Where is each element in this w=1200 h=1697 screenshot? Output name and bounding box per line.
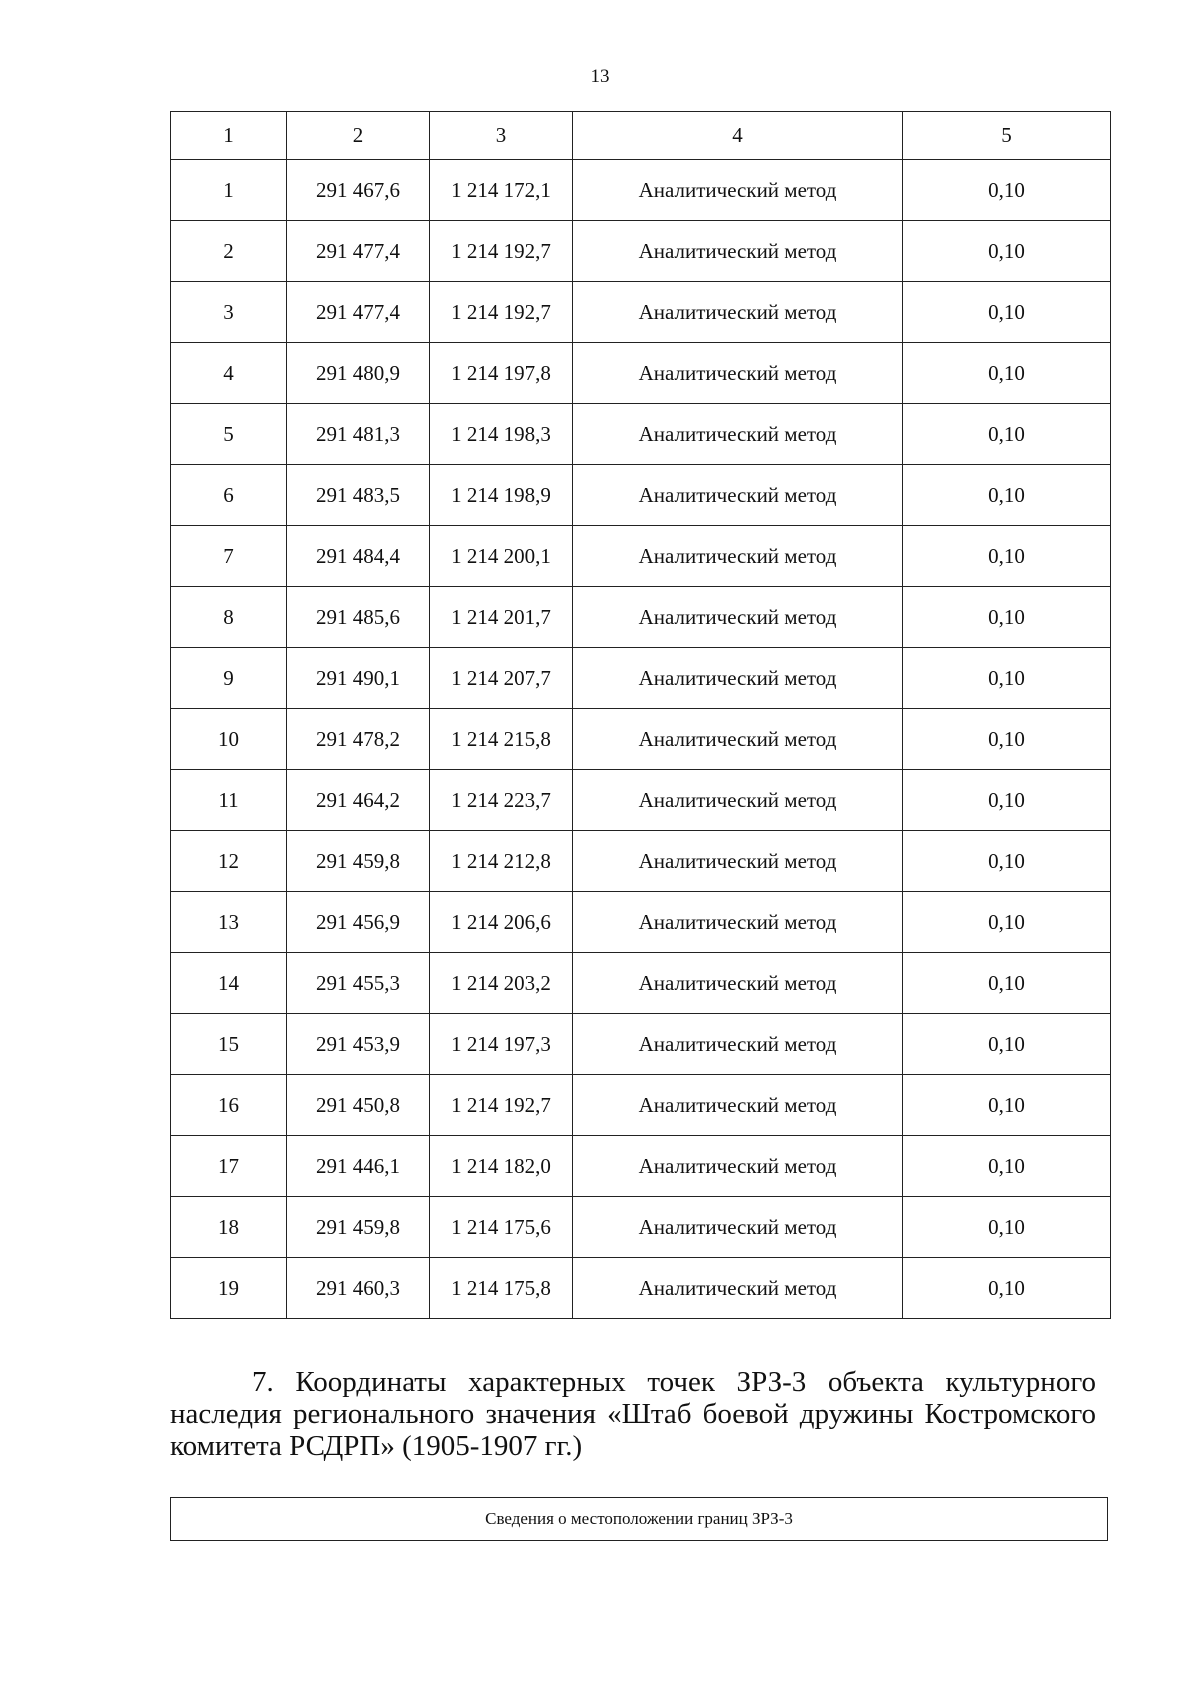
table-row <box>171 953 1111 1014</box>
table-cell: 5 <box>171 404 287 465</box>
table-cell: 1 214 198,9 <box>430 465 573 526</box>
table-cell: 4 <box>171 343 287 404</box>
table-cell: 1 214 198,3 <box>430 404 573 465</box>
table-cell: 1 214 200,1 <box>430 526 573 587</box>
table-cell: 8 <box>171 587 287 648</box>
table-cell: 291 446,1 <box>287 1136 430 1197</box>
table-header-row <box>171 112 1111 160</box>
table-cell: 291 450,8 <box>287 1075 430 1136</box>
table-cell: Аналитический метод <box>573 404 903 465</box>
table-cell: Аналитический метод <box>573 648 903 709</box>
table-row <box>171 770 1111 831</box>
table-cell: 291 485,6 <box>287 587 430 648</box>
table-cell: 1 214 192,7 <box>430 282 573 343</box>
table-cell: 16 <box>171 1075 287 1136</box>
table-row <box>171 1197 1111 1258</box>
table-cell: 1 214 182,0 <box>430 1136 573 1197</box>
table-cell: 1 214 207,7 <box>430 648 573 709</box>
table-cell: Аналитический метод <box>573 526 903 587</box>
table-cell: 0,10 <box>903 709 1111 770</box>
table-cell: Аналитический метод <box>573 587 903 648</box>
coordinates-table <box>170 111 1111 1319</box>
table-row <box>171 1136 1111 1197</box>
table-cell: 1 214 172,1 <box>430 160 573 221</box>
table-cell: Аналитический метод <box>573 1014 903 1075</box>
table-cell: 10 <box>171 709 287 770</box>
paragraph-line: комитета РСДРП» (1905-1907 гг.) <box>170 1430 583 1462</box>
table-cell: 291 483,5 <box>287 465 430 526</box>
table-cell: Аналитический метод <box>573 892 903 953</box>
table-cell: 291 480,9 <box>287 343 430 404</box>
table-cell: 1 214 192,7 <box>430 1075 573 1136</box>
table-cell: 0,10 <box>903 526 1111 587</box>
table-row <box>171 1075 1111 1136</box>
table-cell: 9 <box>171 648 287 709</box>
table-cell: 1 214 223,7 <box>430 770 573 831</box>
table-cell: 0,10 <box>903 282 1111 343</box>
table-cell: 1 214 212,8 <box>430 831 573 892</box>
table-row <box>171 892 1111 953</box>
table-row <box>171 282 1111 343</box>
table-cell: 0,10 <box>903 892 1111 953</box>
table-cell: 291 481,3 <box>287 404 430 465</box>
column-header: 3 <box>430 112 573 160</box>
table-cell: 0,10 <box>903 953 1111 1014</box>
table-cell: 291 455,3 <box>287 953 430 1014</box>
table-cell: 0,10 <box>903 1075 1111 1136</box>
paragraph-line: 7. Координаты характерных точек ЗРЗ-3 объекта культурного <box>252 1366 1096 1398</box>
table-row <box>171 526 1111 587</box>
table-cell: 3 <box>171 282 287 343</box>
table-row <box>171 831 1111 892</box>
table-cell: 17 <box>171 1136 287 1197</box>
table-cell: Аналитический метод <box>573 221 903 282</box>
table-row <box>171 709 1111 770</box>
table-cell: 1 214 192,7 <box>430 221 573 282</box>
table-cell: 2 <box>171 221 287 282</box>
table-cell: 291 477,4 <box>287 282 430 343</box>
table-cell: 291 460,3 <box>287 1258 430 1319</box>
table-cell: 1 214 215,8 <box>430 709 573 770</box>
table-cell: 0,10 <box>903 1014 1111 1075</box>
table-cell: Аналитический метод <box>573 709 903 770</box>
table-cell: 12 <box>171 831 287 892</box>
table-cell: 291 459,8 <box>287 1197 430 1258</box>
table-cell: 0,10 <box>903 1136 1111 1197</box>
table-cell: 1 214 197,8 <box>430 343 573 404</box>
table-cell: 0,10 <box>903 1258 1111 1319</box>
table-cell: 1 <box>171 160 287 221</box>
table-cell: 14 <box>171 953 287 1014</box>
table-cell: 1 214 197,3 <box>430 1014 573 1075</box>
table-cell: 0,10 <box>903 465 1111 526</box>
section-7-paragraph <box>170 1366 1096 1462</box>
table-cell: 291 456,9 <box>287 892 430 953</box>
table-cell: 291 459,8 <box>287 831 430 892</box>
section-box-title: Сведения о местоположении границ ЗРЗ-3 <box>170 1497 1108 1541</box>
table-cell: Аналитический метод <box>573 465 903 526</box>
table-cell: 0,10 <box>903 831 1111 892</box>
table-row <box>171 160 1111 221</box>
table-cell: Аналитический метод <box>573 160 903 221</box>
table-cell: 291 453,9 <box>287 1014 430 1075</box>
table-cell: Аналитический метод <box>573 831 903 892</box>
paragraph-line: наследия регионального значения «Штаб боевой дружины Костромского <box>170 1398 1096 1430</box>
table-cell: Аналитический метод <box>573 1258 903 1319</box>
table-cell: 291 490,1 <box>287 648 430 709</box>
table-cell: 1 214 203,2 <box>430 953 573 1014</box>
table-cell: 0,10 <box>903 221 1111 282</box>
table-cell: 11 <box>171 770 287 831</box>
table-cell: Аналитический метод <box>573 953 903 1014</box>
table-cell: Аналитический метод <box>573 282 903 343</box>
table-cell: 6 <box>171 465 287 526</box>
table-cell: 291 477,4 <box>287 221 430 282</box>
table-cell: 1 214 201,7 <box>430 587 573 648</box>
table-cell: 0,10 <box>903 648 1111 709</box>
table-cell: 1 214 206,6 <box>430 892 573 953</box>
column-header: 4 <box>573 112 903 160</box>
table-cell: 0,10 <box>903 160 1111 221</box>
table-row <box>171 221 1111 282</box>
table-cell: 291 464,2 <box>287 770 430 831</box>
table-cell: Аналитический метод <box>573 1197 903 1258</box>
table-cell: 291 484,4 <box>287 526 430 587</box>
table-row <box>171 404 1111 465</box>
table-row <box>171 465 1111 526</box>
column-header: 1 <box>171 112 287 160</box>
table-cell: 0,10 <box>903 770 1111 831</box>
table-cell: 1 214 175,6 <box>430 1197 573 1258</box>
table-cell: Аналитический метод <box>573 770 903 831</box>
table-cell: 19 <box>171 1258 287 1319</box>
table-cell: 291 478,2 <box>287 709 430 770</box>
table-cell: 13 <box>171 892 287 953</box>
table-row <box>171 1258 1111 1319</box>
table-row <box>171 648 1111 709</box>
table-row <box>171 587 1111 648</box>
column-header: 2 <box>287 112 430 160</box>
table-cell: Аналитический метод <box>573 343 903 404</box>
table-row <box>171 343 1111 404</box>
table-cell: 7 <box>171 526 287 587</box>
table-cell: 1 214 175,8 <box>430 1258 573 1319</box>
table-cell: Аналитический метод <box>573 1136 903 1197</box>
table-cell: 15 <box>171 1014 287 1075</box>
page-number: 13 <box>590 66 610 87</box>
table-cell: 18 <box>171 1197 287 1258</box>
table-row <box>171 1014 1111 1075</box>
table-cell: 0,10 <box>903 587 1111 648</box>
table-cell: 0,10 <box>903 1197 1111 1258</box>
table-cell: 0,10 <box>903 404 1111 465</box>
table-cell: 291 467,6 <box>287 160 430 221</box>
column-header: 5 <box>903 112 1111 160</box>
table-cell: Аналитический метод <box>573 1075 903 1136</box>
table-cell: 0,10 <box>903 343 1111 404</box>
